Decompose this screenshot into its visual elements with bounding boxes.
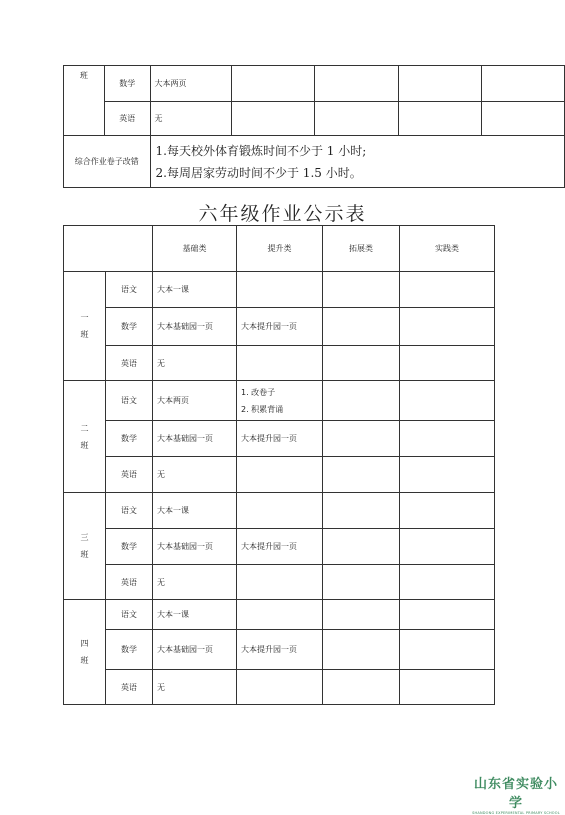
- extend-cell: [323, 272, 400, 308]
- basic-cell: 大本基础园一页: [153, 529, 237, 565]
- table-row: [64, 272, 495, 308]
- practice-cell: [400, 308, 495, 346]
- improve-line: 2. 积累背诵: [241, 404, 284, 414]
- table-row: [64, 565, 495, 600]
- subject-cell: 数学: [106, 529, 153, 565]
- improve-cell: 大本提升园一页: [237, 529, 323, 565]
- basic-cell: 大本一课: [153, 272, 237, 308]
- improve-cell: [237, 272, 323, 308]
- table-row: [64, 529, 495, 565]
- basic-cell: 无: [150, 102, 232, 136]
- subject-cell: 英语: [106, 346, 153, 381]
- table-row: [64, 630, 495, 670]
- school-logo-name: 山东省实验小学: [473, 777, 558, 811]
- subject-cell: 语文: [106, 600, 153, 630]
- extend-cell: [315, 66, 398, 102]
- table-row: [64, 308, 495, 346]
- class-label: 班: [79, 71, 88, 80]
- table-row: [64, 600, 495, 630]
- subject-cell: 英语: [104, 102, 150, 136]
- top-homework-table: [63, 65, 565, 188]
- basic-cell: 大本两页: [153, 381, 237, 421]
- improve-cell: 大本提升园一页: [237, 308, 323, 346]
- table-row: [64, 457, 495, 493]
- practice-cell: [400, 529, 495, 565]
- header-extend: 拓展类: [323, 226, 400, 272]
- extend-cell: [323, 457, 400, 493]
- subject-cell: 语文: [106, 272, 153, 308]
- subject-cell: 数学: [106, 308, 153, 346]
- class-name-char: 二: [80, 423, 89, 433]
- extend-cell: [323, 670, 400, 705]
- grade6-homework-table: [63, 225, 495, 705]
- extend-cell: [323, 421, 400, 457]
- class-3-cell: [64, 493, 106, 600]
- class-2-cell: [64, 381, 106, 493]
- basic-cell: 无: [153, 346, 237, 381]
- practice-cell: [400, 381, 495, 421]
- basic-cell: 大本两页: [150, 66, 232, 102]
- basic-cell: 大本基础园一页: [153, 630, 237, 670]
- subject-cell: 英语: [106, 457, 153, 493]
- class-1-cell: [64, 272, 106, 381]
- extend-cell: [323, 529, 400, 565]
- class-name-char: 班: [80, 440, 89, 450]
- header-blank: [64, 226, 153, 272]
- practice-cell: [400, 493, 495, 529]
- extend-cell: [323, 308, 400, 346]
- comprehensive-label: 综合作业卷子改错: [64, 136, 151, 188]
- table-row: [64, 381, 495, 421]
- improve-cell: [237, 457, 323, 493]
- practice-cell: [400, 272, 495, 308]
- basic-cell: 无: [153, 457, 237, 493]
- class-name-char: 四: [80, 639, 89, 648]
- practice-cell: [400, 630, 495, 670]
- class-name-char: 班: [80, 330, 89, 339]
- header-improve: 提升类: [237, 226, 323, 272]
- practice-cell: [400, 670, 495, 705]
- subject-cell: 英语: [106, 565, 153, 600]
- subject-cell: 数学: [106, 630, 153, 670]
- class-name-char: 班: [80, 656, 89, 665]
- comprehensive-item: 2.每周居家劳动时间不少于 1.5 小时。: [155, 165, 362, 180]
- practice-cell: [400, 600, 495, 630]
- class-name-char: 一: [80, 313, 89, 322]
- comprehensive-content: [150, 136, 564, 188]
- improve-cell: [237, 346, 323, 381]
- practice-cell: [400, 565, 495, 600]
- table-row: [64, 421, 495, 457]
- improve-cell: 大本提升园一页: [237, 421, 323, 457]
- header-practice: 实践类: [400, 226, 495, 272]
- subject-cell: 语文: [106, 493, 153, 529]
- header-row: [64, 226, 495, 272]
- basic-cell: 大本一课: [153, 493, 237, 529]
- class-cell: [64, 66, 105, 136]
- basic-cell: 无: [153, 565, 237, 600]
- class-4-cell: [64, 600, 106, 705]
- class-name-char: 班: [80, 550, 89, 559]
- improve-cell: [237, 670, 323, 705]
- practice-cell: [400, 457, 495, 493]
- extend-cell: [315, 102, 398, 136]
- extra-cell: [481, 66, 564, 102]
- page-title: 六年级作业公示表: [198, 203, 367, 225]
- subject-cell: 数学: [106, 421, 153, 457]
- basic-cell: 无: [153, 670, 237, 705]
- practice-cell: [398, 102, 481, 136]
- improve-cell: 大本提升园一页: [237, 630, 323, 670]
- extend-cell: [323, 381, 400, 421]
- basic-cell: 大本一课: [153, 600, 237, 630]
- comprehensive-item: 1.每天校外体育锻炼时间不少于 1 小时;: [155, 143, 367, 158]
- header-basic: 基础类: [153, 226, 237, 272]
- subject-cell: 英语: [106, 670, 153, 705]
- subject-cell: 数学: [104, 66, 150, 102]
- table-row: [64, 670, 495, 705]
- basic-cell: 大本基础园一页: [153, 308, 237, 346]
- improve-cell: [232, 66, 315, 102]
- improve-cell: [237, 381, 323, 421]
- school-logo: [470, 773, 562, 815]
- class-name-char: 三: [80, 533, 89, 542]
- extend-cell: [323, 565, 400, 600]
- extend-cell: [323, 600, 400, 630]
- extend-cell: [323, 346, 400, 381]
- extend-cell: [323, 493, 400, 529]
- extend-cell: [323, 630, 400, 670]
- improve-cell: [237, 565, 323, 600]
- practice-cell: [400, 421, 495, 457]
- improve-cell: [232, 102, 315, 136]
- extra-cell: [481, 102, 564, 136]
- basic-cell: 大本基础园一页: [153, 421, 237, 457]
- improve-line: 1. 改卷子: [241, 387, 276, 397]
- practice-cell: [400, 346, 495, 381]
- school-logo-english: SHANDONG EXPERIMENTAL PRIMARY SCHOOL: [472, 811, 560, 815]
- improve-cell: [237, 493, 323, 529]
- practice-cell: [398, 66, 481, 102]
- improve-cell: [237, 600, 323, 630]
- subject-cell: 语文: [106, 381, 153, 421]
- table-row: [64, 346, 495, 381]
- table-row: [64, 493, 495, 529]
